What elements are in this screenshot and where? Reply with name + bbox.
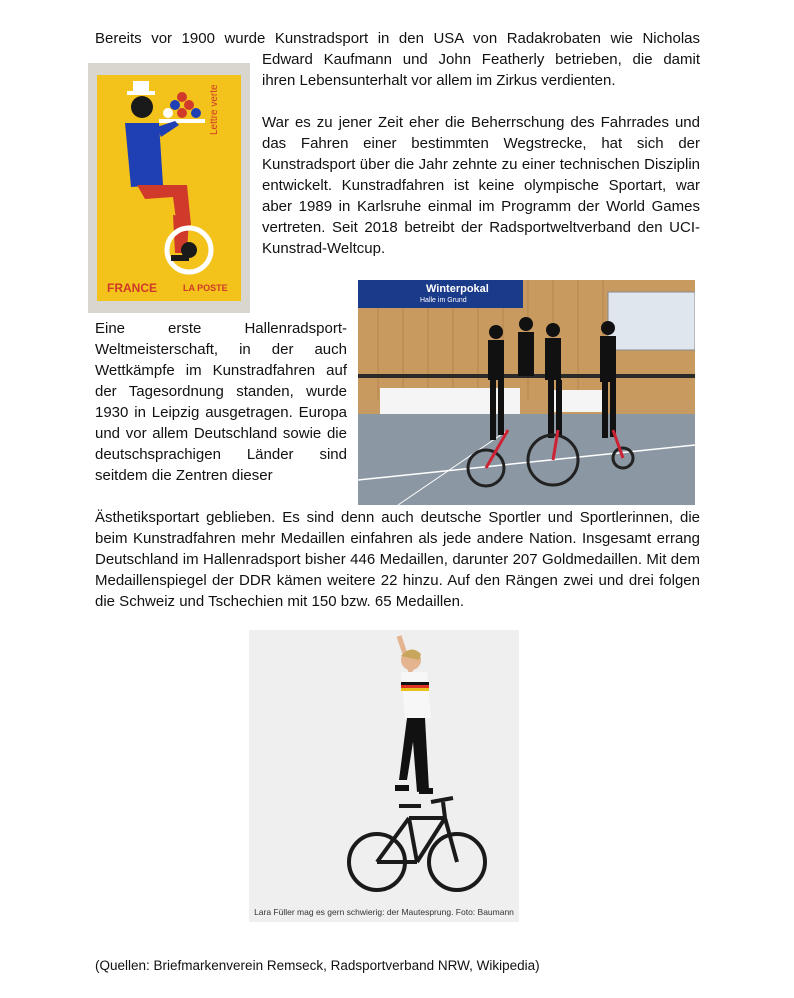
para1-line3: ihren Lebensunterhalt vor allem im Zirkus verdienten. [262, 72, 616, 89]
team-photo-scene [358, 280, 695, 505]
sources-line: (Quellen: Briefmarkenverein Remseck, Radsportverband NRW, Wikipedia) [95, 958, 540, 973]
team-photo [358, 280, 695, 505]
stamp-face [97, 75, 241, 301]
stamp-country-text: FRANCE [107, 281, 157, 295]
para3-side: Eine erste Hallenradsport-Weltmeisterschaft, in der auch Wettkämpfe im Kunstradfahren auf der Tagesordnung standen, wurde 1930 in Leipzig ausgetragen. Europa und vor allem Deutschland sowie die deutschsprachigen Länder sind seitdem die Zentren dieser [95, 320, 347, 484]
single-rider-photo [249, 630, 519, 922]
photo-caption: Lara Füller mag es gern schwierig: der Mautesprung. Foto: Baumann [254, 907, 514, 917]
banner-title: Winterpokal [426, 283, 489, 295]
para1-line1 [95, 28, 700, 49]
stamp-image [88, 63, 250, 313]
para1-line2-text: Edward Kaufmann und John Featherly betrieben, die damit [262, 51, 700, 68]
para2: War es zu jener Zeit eher die Beherrschung des Fahrrades und das Fahren einer bestimmten Wegstrecke, hat sich der Kunstradsport über die Jahr zehnte zu einer technischen Disziplin entwickelt. Kunstradfahren ist keine olympische Sportart, war aber 1989 in Karlsruhe einmal im Programm der World Games vertreten. Seit 2018 betreibt der Radsportweltverband den UCI-Kunstrad-Weltcup. [262, 114, 700, 257]
para3-full: Ästhetiksportart geblieben. Es sind denn auch deutsche Sportler und Sportlerinnen, die beim Kunstradfahren mehr Medaillen einfahren als jede andere Nation. Insgesamt errang Deutschland im Hallenradsport bisher 446 Medaillen, darunter 207 Goldmedaillen. Mit dem Medaillenspiegel der DDR kämen weitere 22 hinzu. Auf den Rängen zwei und drei folgen die Schweiz und Tschechien mit 150 bzw. 65 Medaillen. [95, 509, 700, 610]
banner-subtitle: Halle im Grund [420, 297, 467, 304]
stamp-post-text: LA POSTE [183, 283, 228, 293]
para1-line1-text: Bereits vor 1900 wurde Kunstradsport in den USA von Radakrobaten wie Nicholas [95, 30, 700, 47]
para1-line2 [262, 49, 700, 70]
stamp-value-text: Lettre verte [209, 84, 220, 135]
single-rider-scene [249, 630, 519, 905]
